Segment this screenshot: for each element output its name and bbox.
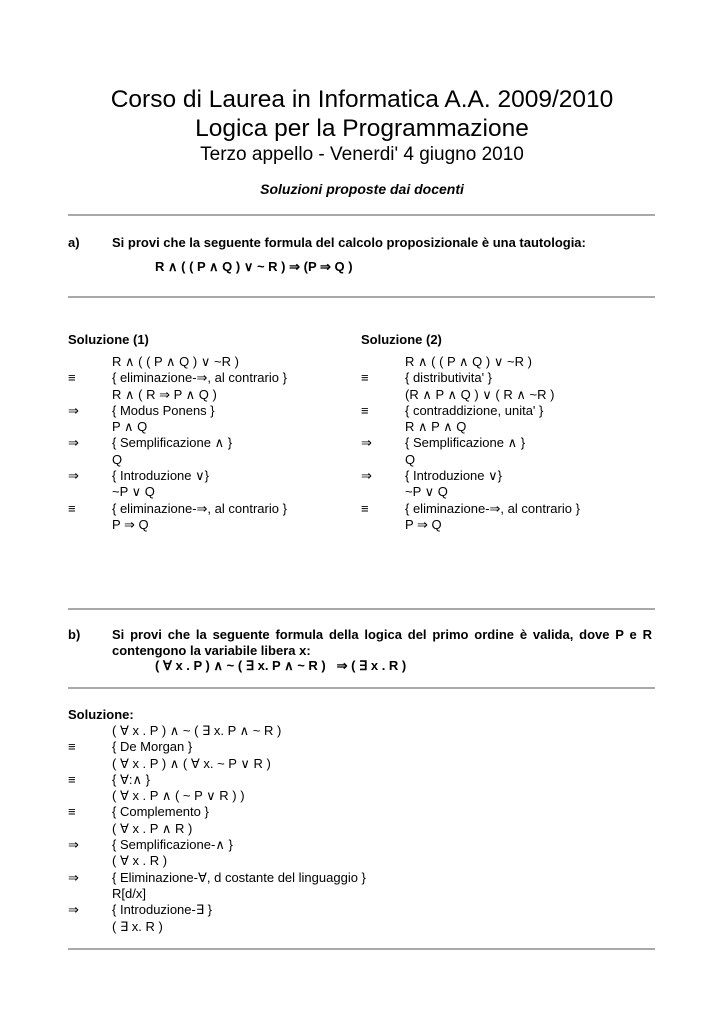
step-text: ~P ∨ Q <box>405 484 448 500</box>
part-b-formula: ( ∀ x . P ) ∧ ~ ( ∃ x. P ∧ ~ R ) ⇒ ( ∃ x . R ) <box>155 658 407 673</box>
proof-step <box>68 387 348 403</box>
step-symbol: ≡ <box>68 739 76 755</box>
part-a-question: Si provi che la seguente formula del calcolo proposizionale è una tautologia: <box>112 235 586 250</box>
step-text: ~P ∨ Q <box>112 484 155 500</box>
proof-step <box>361 387 651 403</box>
step-symbol: ⇒ <box>68 837 79 853</box>
step-text: P ⇒ Q <box>405 516 442 532</box>
solutions-subtitle: Soluzioni proposte dai docenti <box>260 181 464 197</box>
proof-step <box>68 484 348 500</box>
solution-2-title: Soluzione (2) <box>361 332 442 347</box>
step-text: ( ∀ x . R ) <box>112 853 168 869</box>
step-text: ( ∀ x . P ∧ R ) <box>112 820 193 836</box>
proof-step <box>68 370 348 386</box>
step-text: { De Morgan } <box>112 739 193 755</box>
step-symbol: ⇒ <box>68 468 79 484</box>
proof-step <box>68 468 348 484</box>
step-text: P ⇒ Q <box>112 516 149 532</box>
divider <box>68 608 655 610</box>
step-symbol: ≡ <box>361 402 369 418</box>
proof-step <box>68 403 348 419</box>
step-text: { eliminazione-⇒, al contrario } <box>112 370 287 386</box>
proof-step <box>68 870 568 886</box>
step-symbol: ⇒ <box>68 402 79 418</box>
proof-step <box>361 468 651 484</box>
proof-step <box>361 435 651 451</box>
proof-step <box>68 837 568 853</box>
step-text: { Complemento } <box>112 804 209 820</box>
step-text: { Introduzione ∨} <box>112 468 209 484</box>
proof-step <box>361 354 651 370</box>
course-title: Corso di Laurea in Informatica A.A. 2009/2010 <box>110 86 614 113</box>
proof-step <box>68 419 348 435</box>
step-text: P ∧ Q <box>112 419 148 435</box>
step-symbol: ⇒ <box>68 902 79 918</box>
proof-step <box>68 821 568 837</box>
step-symbol: ≡ <box>68 804 76 820</box>
proof-step <box>68 452 348 468</box>
proof-step <box>68 723 568 739</box>
part-b-question: Si provi che la seguente formula della logica del primo ordine è valida, dove P e R contengono la variabile libera x: <box>112 627 652 658</box>
proof-step <box>68 739 568 755</box>
step-text: R ∧ ( ( P ∧ Q ) ∨ ~R ) <box>112 354 239 369</box>
proof-step <box>68 517 348 533</box>
divider <box>68 214 655 216</box>
step-text: { eliminazione-⇒, al contrario } <box>112 500 287 516</box>
step-text: R[d/x] <box>112 885 146 901</box>
step-text: ( ∃ x. R ) <box>112 918 163 934</box>
step-symbol: ⇒ <box>68 869 79 885</box>
exam-date: Terzo appello - Venerdi' 4 giugno 2010 <box>200 144 524 165</box>
step-text: { Introduzione-∃ } <box>112 902 213 918</box>
step-text: { Modus Ponens } <box>112 402 215 418</box>
proof-step <box>361 419 651 435</box>
divider <box>68 948 655 950</box>
proof-step <box>361 370 651 386</box>
solution-b-title: Soluzione: <box>68 707 134 722</box>
part-b-label: b) <box>68 627 81 642</box>
step-symbol: ≡ <box>68 370 76 386</box>
step-symbol: ⇒ <box>68 435 79 451</box>
solution-1-steps <box>68 354 348 533</box>
divider <box>68 296 655 298</box>
step-text: { Semplificazione ∧ } <box>405 435 526 451</box>
step-symbol: ⇒ <box>361 468 372 484</box>
step-symbol: ⇒ <box>361 435 372 451</box>
part-a-label: a) <box>68 235 80 250</box>
proof-step <box>68 788 568 804</box>
proof-step <box>361 452 651 468</box>
step-symbol: ≡ <box>361 500 369 516</box>
proof-step <box>361 484 651 500</box>
proof-step <box>68 886 568 902</box>
solution-b-steps <box>68 723 568 935</box>
proof-step <box>68 756 568 772</box>
proof-step <box>68 919 568 935</box>
divider <box>68 687 655 689</box>
step-text: { Semplificazione-∧ } <box>112 837 233 853</box>
step-text: (R ∧ P ∧ Q ) ∨ ( R ∧ ~R ) <box>405 386 555 402</box>
step-text: R ∧ P ∧ Q <box>405 419 467 435</box>
solution-2-steps <box>361 354 651 533</box>
step-symbol: ≡ <box>68 771 76 787</box>
part-a-formula: R ∧ ( ( P ∧ Q ) ∨ ~ R ) ⇒ (P ⇒ Q ) <box>155 259 353 274</box>
step-text: { distributivita' } <box>405 370 493 386</box>
proof-step <box>68 804 568 820</box>
step-text: { Semplificazione ∧ } <box>112 435 233 451</box>
step-text: { contraddizione, unita' } <box>405 402 544 418</box>
step-text: ( ∀ x . P ) ∧ ( ∀ x. ~ P ∨ R ) <box>112 755 271 771</box>
proof-step <box>68 853 568 869</box>
step-text: R ∧ ( R ⇒ P ∧ Q ) <box>112 386 217 402</box>
proof-step <box>68 354 348 370</box>
exam-subject: Logica per la Programmazione <box>195 115 529 142</box>
step-text: { Introduzione ∨} <box>405 468 502 484</box>
proof-step <box>361 403 651 419</box>
step-text: ( ∀ x . P ) ∧ ~ ( ∃ x. P ∧ ~ R ) <box>112 723 282 738</box>
step-text: R ∧ ( ( P ∧ Q ) ∨ ~R ) <box>405 354 532 369</box>
step-text: Q <box>405 451 416 467</box>
step-symbol: ≡ <box>68 500 76 516</box>
step-text: { eliminazione-⇒, al contrario } <box>405 500 580 516</box>
proof-step <box>361 517 651 533</box>
step-symbol: ≡ <box>361 370 369 386</box>
proof-step <box>68 435 348 451</box>
step-text: ( ∀ x . P ∧ ( ~ P ∨ R ) ) <box>112 788 245 804</box>
step-text: Q <box>112 451 123 467</box>
step-text: { ∀:∧ } <box>112 771 150 787</box>
proof-step <box>68 501 348 517</box>
proof-step <box>68 902 568 918</box>
proof-step <box>68 772 568 788</box>
solution-1-title: Soluzione (1) <box>68 332 149 347</box>
proof-step <box>361 501 651 517</box>
step-text: { Eliminazione-∀, d costante del linguaggio } <box>112 869 366 885</box>
